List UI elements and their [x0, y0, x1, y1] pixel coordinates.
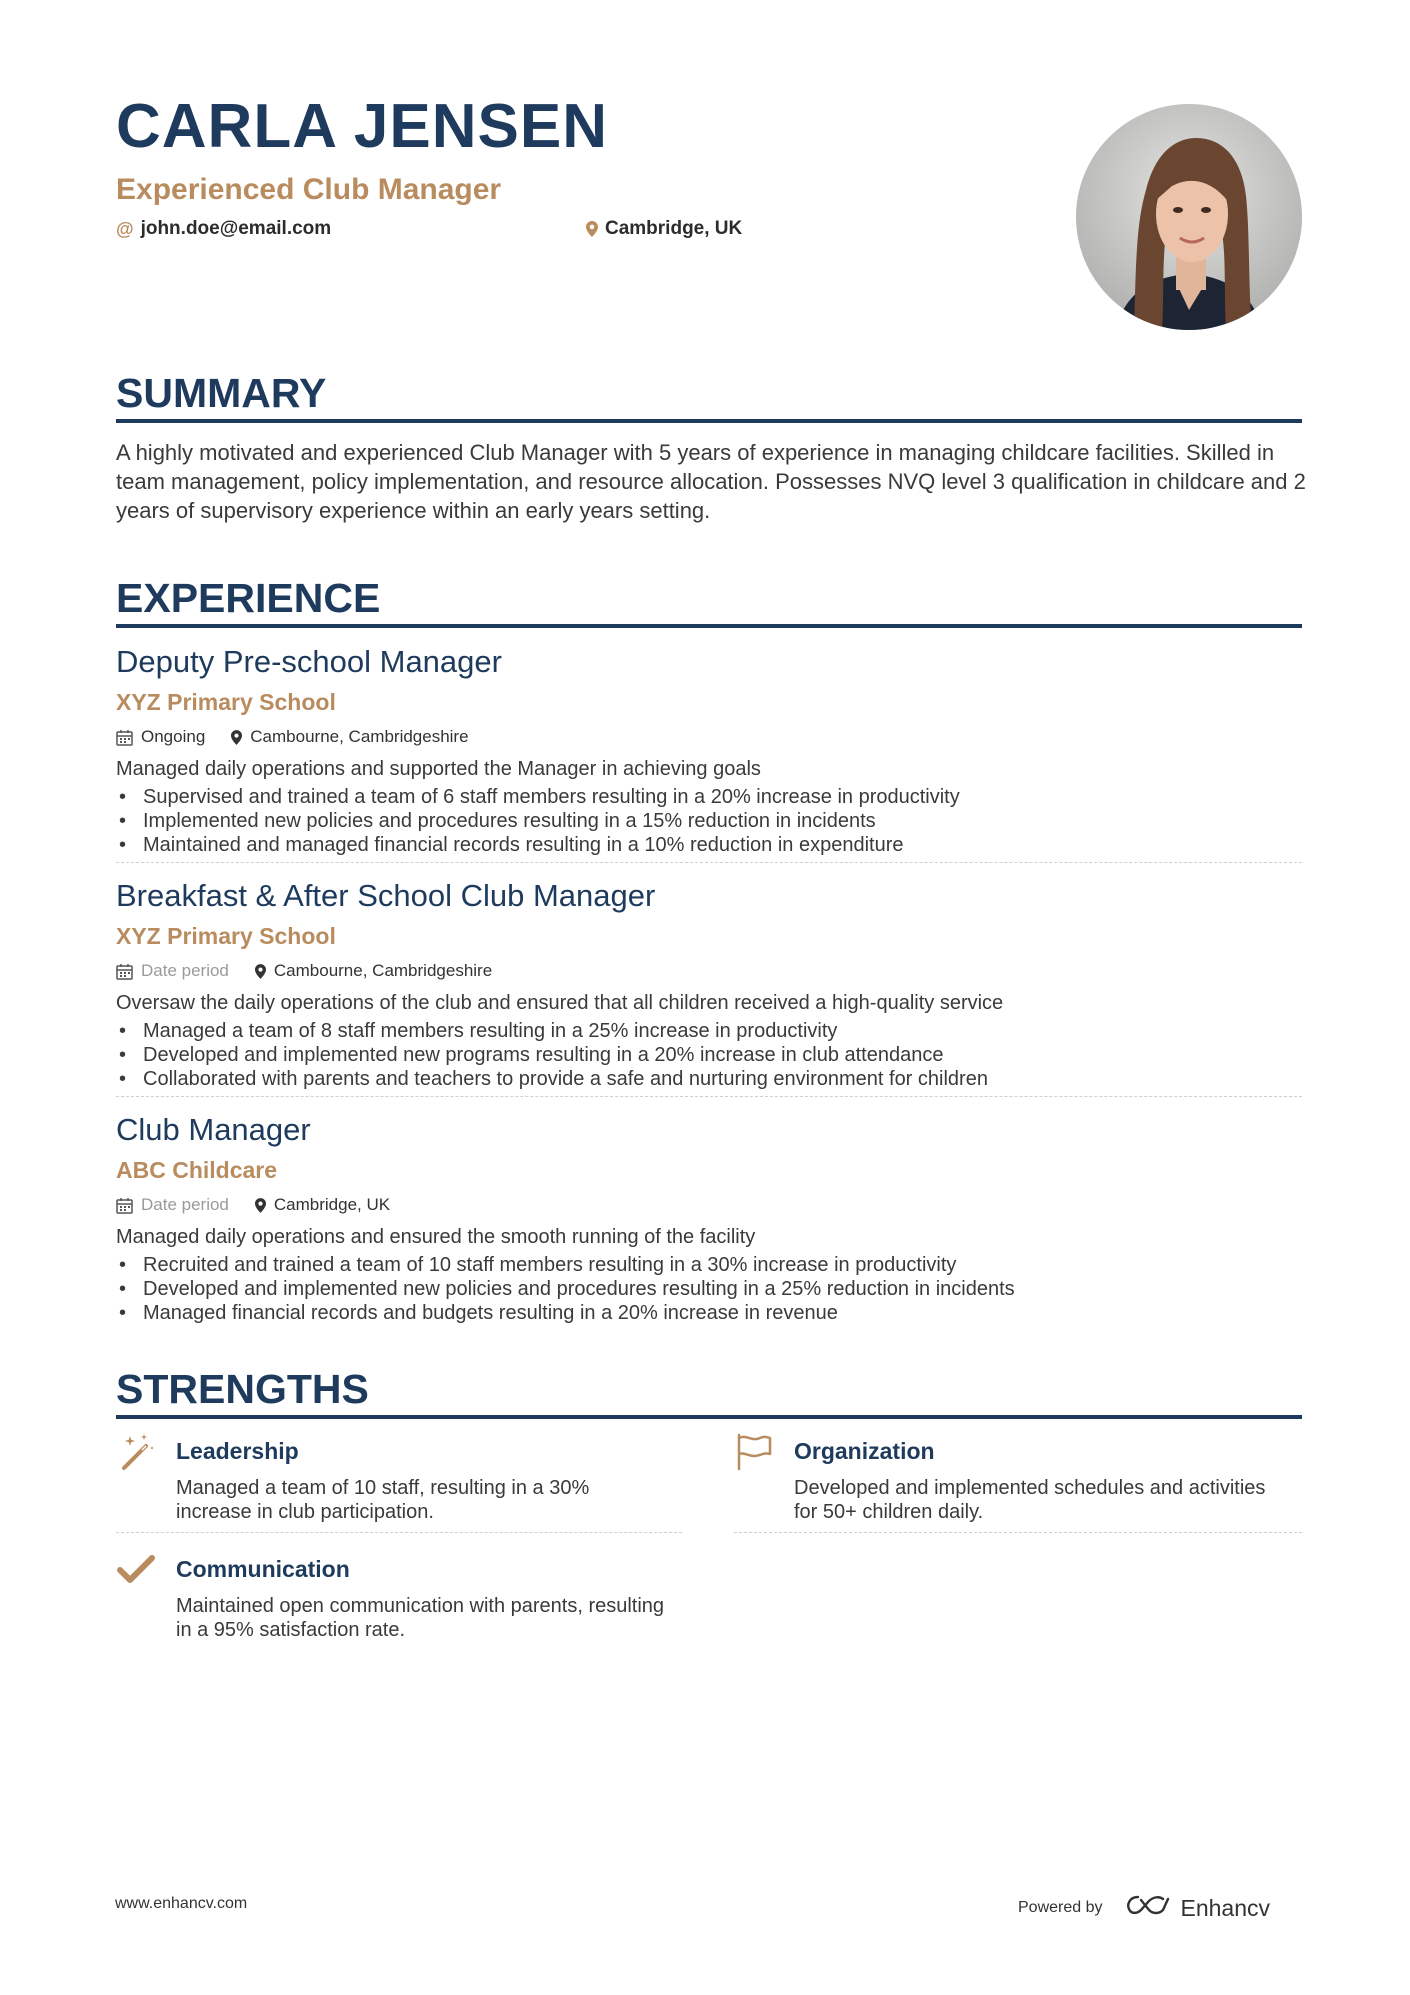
job-meta: [116, 727, 1302, 747]
job-entry: [116, 646, 1302, 857]
job-bullet: • Maintained and managed financial records resulting in a 10% reduction in expenditure: [116, 833, 1302, 857]
summary-rule: [116, 419, 1302, 423]
strengths-heading: STRENGTHS: [116, 1366, 369, 1412]
calendar-icon: [116, 1197, 133, 1214]
profile-photo: [1076, 104, 1302, 330]
map-pin-icon: [255, 1198, 266, 1213]
map-pin-icon: [231, 730, 242, 745]
job-meta: [116, 961, 1302, 981]
job-divider: [116, 1096, 1302, 1097]
job-bullet: • Managed a team of 8 staff members resulting in a 25% increase in productivity: [116, 1019, 1302, 1043]
job-entry: [116, 880, 1302, 1091]
contact-email[interactable]: [116, 218, 331, 240]
footer-branding: [1018, 1893, 1270, 1923]
strengths-rule: [116, 1415, 1302, 1419]
experience-rule: [116, 624, 1302, 628]
footer-website-link[interactable]: www.enhancv.com: [115, 1895, 248, 1912]
powered-by-label: Powered by: [1018, 1899, 1103, 1916]
job-description: Managed daily operations and ensured the smooth running of the facility: [116, 1226, 756, 1248]
job-title: Breakfast & After School Club Manager: [116, 878, 656, 913]
strength-description: Managed a team of 10 staff, resulting in a 30% increase in club participation.: [176, 1477, 590, 1523]
flag-icon: [734, 1432, 774, 1472]
job-description: Oversaw the daily operations of the club and ensured that all children received a high-quality service: [116, 992, 1004, 1014]
job-bullet: • Implemented new policies and procedures resulting in a 15% reduction in incidents: [116, 809, 1302, 833]
job-title: Deputy Pre-school Manager: [116, 644, 502, 679]
summary-text: A highly motivated and experienced Club Manager with 5 years of experience in managing childcare facilities. Skilled in team management, policy implementation, and resource allocation. Possesses NVQ level 3 qualification in childcare and 2 years of supervisory experience within an early years setting.: [116, 440, 1306, 523]
checkmark-icon: [116, 1550, 156, 1590]
map-pin-icon: [255, 964, 266, 979]
strength-title: Leadership: [176, 1438, 299, 1464]
strength-title: Organization: [794, 1438, 935, 1464]
job-meta: [116, 1195, 1302, 1215]
job-bullet: • Supervised and trained a team of 6 staff members resulting in a 20% increase in productivity: [116, 785, 1302, 809]
calendar-icon: [116, 963, 133, 980]
job-bullet: • Collaborated with parents and teachers to provide a safe and nurturing environment for children: [116, 1067, 1302, 1091]
job-company: ABC Childcare: [116, 1157, 278, 1183]
map-pin-icon: [586, 221, 598, 237]
job-location: Cambridge, UK: [273, 1195, 391, 1214]
enhancv-logo-icon: [1125, 1893, 1171, 1923]
calendar-icon: [116, 729, 133, 746]
job-title: Club Manager: [116, 1112, 311, 1147]
summary-heading: SUMMARY: [116, 370, 327, 416]
job-location: Cambourne, Cambridgeshire: [273, 961, 493, 980]
job-company: XYZ Primary School: [116, 689, 336, 715]
job-date: Date period: [141, 1195, 229, 1214]
job-date: Date period: [141, 961, 229, 980]
strength-divider: [116, 1532, 682, 1533]
experience-heading: EXPERIENCE: [116, 575, 381, 621]
strength-description: Developed and implemented schedules and activities for 50+ children daily.: [794, 1477, 1266, 1523]
email-text: john.doe@email.com: [140, 218, 332, 239]
job-entry: [116, 1114, 1302, 1325]
at-icon: @: [116, 218, 134, 239]
job-bullet-list: [116, 785, 1302, 857]
job-location: Cambourne, Cambridgeshire: [250, 727, 469, 746]
job-bullet-list: [116, 1253, 1302, 1325]
job-bullet: • Developed and implemented new policies and procedures resulting in a 25% reduction in incidents: [116, 1277, 1302, 1301]
strength-divider: [734, 1532, 1302, 1533]
job-bullet-list: [116, 1019, 1302, 1091]
contact-location: [586, 218, 742, 240]
location-text: Cambridge, UK: [605, 218, 743, 239]
enhancv-logo[interactable]: [1125, 1893, 1271, 1923]
strength-description: Maintained open communication with parents, resulting in a 95% satisfaction rate.: [176, 1595, 665, 1641]
job-bullet: • Managed financial records and budgets resulting in a 20% increase in revenue: [116, 1301, 1302, 1325]
job-description: Managed daily operations and supported the Manager in achieving goals: [116, 758, 761, 780]
job-company: XYZ Primary School: [116, 923, 336, 949]
job-date: Ongoing: [141, 727, 206, 746]
candidate-name: CARLA JENSEN: [116, 92, 608, 161]
magic-wand-icon: [116, 1432, 156, 1472]
candidate-headline: Experienced Club Manager: [116, 173, 502, 206]
job-divider: [116, 862, 1302, 863]
job-bullet: • Developed and implemented new programs resulting in a 20% increase in club attendance: [116, 1043, 1302, 1067]
strength-title: Communication: [176, 1556, 350, 1582]
enhancv-brand-text: Enhancv: [1180, 1894, 1271, 1921]
job-bullet: • Recruited and trained a team of 10 staff members resulting in a 30% increase in productivity: [116, 1253, 1302, 1277]
